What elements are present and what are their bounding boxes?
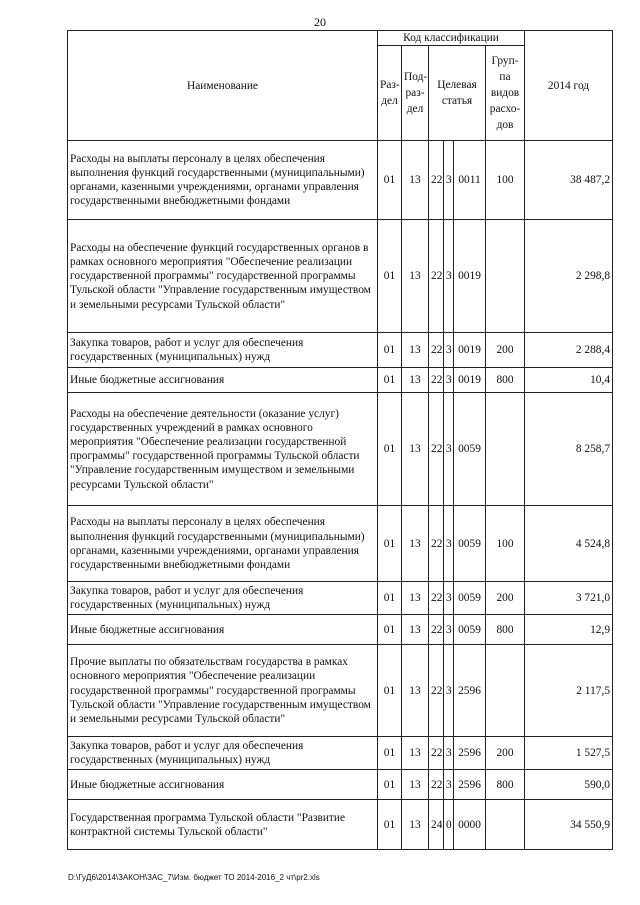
row-group [486, 220, 525, 333]
table-header [68, 31, 613, 141]
row-podrazdel: 13 [402, 220, 429, 333]
row-name: Иные бюджетные ассигнования [68, 770, 378, 800]
table-row [68, 737, 613, 770]
row-name: Расходы на обеспечение деятельности (оказание услуг) государственных учреждений в рамках основного мероприятия "Обеспечение реализации государственной программы" государственной программы Тульской области "Управление государственным имуществом и земельными ресурсами Тульской области" [68, 393, 378, 506]
row-sum: 8 258,7 [525, 393, 613, 506]
row-target-program: 22 [429, 737, 444, 770]
row-razdel: 01 [378, 645, 402, 737]
table-row [68, 220, 613, 333]
row-sum: 1 527,5 [525, 737, 613, 770]
row-group: 100 [486, 141, 525, 220]
row-target-program: 22 [429, 368, 444, 393]
row-target-direction: 0059 [454, 615, 486, 645]
row-group: 200 [486, 582, 525, 615]
row-name: Расходы на выплаты персоналу в целях обеспечения выполнения функций государственными (муниципальными) органами, казенными учреждениями, органами управления государственными внебюджетными фондами [68, 141, 378, 220]
row-razdel: 01 [378, 393, 402, 506]
row-target-program: 22 [429, 645, 444, 737]
row-razdel: 01 [378, 333, 402, 368]
header-year: 2014 год [525, 31, 613, 141]
row-sum: 38 487,2 [525, 141, 613, 220]
row-sum: 12,9 [525, 615, 613, 645]
row-target-program: 22 [429, 615, 444, 645]
row-target-direction: 2596 [454, 770, 486, 800]
row-name: Иные бюджетные ассигнования [68, 368, 378, 393]
row-podrazdel: 13 [402, 800, 429, 850]
row-target-subprogram: 3 [444, 368, 454, 393]
row-target-subprogram: 3 [444, 582, 454, 615]
row-name: Расходы на выплаты персоналу в целях обеспечения выполнения функций государственными (муниципальными) органами, казенными учреждениями, органами управления государственными внебюджетными фондами [68, 506, 378, 582]
row-group: 200 [486, 737, 525, 770]
row-target-direction: 0011 [454, 141, 486, 220]
row-razdel: 01 [378, 506, 402, 582]
row-sum: 2 288,4 [525, 333, 613, 368]
row-group: 800 [486, 615, 525, 645]
header-razdel: Раз- дел [378, 46, 402, 141]
row-podrazdel: 13 [402, 368, 429, 393]
row-target-direction: 0019 [454, 220, 486, 333]
table-row [68, 582, 613, 615]
row-razdel: 01 [378, 141, 402, 220]
row-target-program: 22 [429, 333, 444, 368]
row-target-direction: 2596 [454, 645, 486, 737]
row-target-program: 22 [429, 393, 444, 506]
table-row [68, 615, 613, 645]
page-number: 20 [314, 15, 326, 29]
row-group: 200 [486, 333, 525, 368]
table-row [68, 368, 613, 393]
row-podrazdel: 13 [402, 141, 429, 220]
row-target-direction: 2596 [454, 737, 486, 770]
row-target-direction: 0019 [454, 333, 486, 368]
row-name: Закупка товаров, работ и услуг для обеспечения государственных (муниципальных) нужд [68, 333, 378, 368]
row-group [486, 393, 525, 506]
table-row [68, 393, 613, 506]
row-name: Расходы на обеспечение функций государственных органов в рамках основного мероприятия "Обеспечение реализации государственной программы" государственной программы Тульской области "Управление государственным имуществом и земельными ресурсами Тульской области" [68, 220, 378, 333]
row-target-subprogram: 3 [444, 506, 454, 582]
row-razdel: 01 [378, 615, 402, 645]
row-name: Закупка товаров, работ и услуг для обеспечения государственных (муниципальных) нужд [68, 582, 378, 615]
row-razdel: 01 [378, 800, 402, 850]
row-target-subprogram: 3 [444, 220, 454, 333]
row-group [486, 800, 525, 850]
header-group: Груп- па видов расхо- дов [486, 46, 525, 141]
table-row [68, 141, 613, 220]
row-podrazdel: 13 [402, 393, 429, 506]
row-target-direction: 0059 [454, 393, 486, 506]
row-target-subprogram: 3 [444, 645, 454, 737]
row-sum: 4 524,8 [525, 506, 613, 582]
row-target-subprogram: 0 [444, 800, 454, 850]
row-group: 800 [486, 368, 525, 393]
header-code: Код классификации [378, 31, 525, 46]
row-sum: 10,4 [525, 368, 613, 393]
row-target-subprogram: 3 [444, 393, 454, 506]
budget-table [67, 30, 613, 850]
row-razdel: 01 [378, 770, 402, 800]
row-target-subprogram: 3 [444, 737, 454, 770]
file-path-footer: D:\ГуД6\2014\ЗАКОН\ЗАС_7\Изм. бюджет ТО 2014-2016_2 чт\pr2.xls [68, 873, 320, 882]
row-target-subprogram: 3 [444, 615, 454, 645]
row-sum: 590,0 [525, 770, 613, 800]
table-row [68, 506, 613, 582]
row-razdel: 01 [378, 737, 402, 770]
row-target-direction: 0019 [454, 368, 486, 393]
row-target-subprogram: 3 [444, 333, 454, 368]
table-body [68, 141, 613, 850]
header-podrazdel: Под- раз- дел [402, 46, 429, 141]
row-target-program: 22 [429, 220, 444, 333]
row-group [486, 645, 525, 737]
row-target-direction: 0059 [454, 506, 486, 582]
row-name: Иные бюджетные ассигнования [68, 615, 378, 645]
row-podrazdel: 13 [402, 645, 429, 737]
row-target-direction: 0000 [454, 800, 486, 850]
row-podrazdel: 13 [402, 506, 429, 582]
row-podrazdel: 13 [402, 615, 429, 645]
table-row [68, 645, 613, 737]
header-name: Наименование [68, 31, 378, 141]
row-target-program: 22 [429, 770, 444, 800]
row-sum: 34 550,9 [525, 800, 613, 850]
row-podrazdel: 13 [402, 333, 429, 368]
row-name: Прочие выплаты по обязательствам государства в рамках основного мероприятия "Обеспечение реализации государственной программы" государственной программы Тульской области "Управление государственным имуществом и земельными ресурсами Тульской области" [68, 645, 378, 737]
header-target: Целевая статья [429, 46, 486, 141]
row-name: Государственная программа Тульской области "Развитие контрактной системы Тульской области" [68, 800, 378, 850]
row-podrazdel: 13 [402, 770, 429, 800]
row-target-program: 24 [429, 800, 444, 850]
row-target-subprogram: 3 [444, 141, 454, 220]
row-razdel: 01 [378, 582, 402, 615]
row-sum: 2 298,8 [525, 220, 613, 333]
row-target-subprogram: 3 [444, 770, 454, 800]
row-sum: 2 117,5 [525, 645, 613, 737]
row-razdel: 01 [378, 220, 402, 333]
row-name: Закупка товаров, работ и услуг для обеспечения государственных (муниципальных) нужд [68, 737, 378, 770]
row-target-program: 22 [429, 582, 444, 615]
table-row [68, 770, 613, 800]
row-podrazdel: 13 [402, 737, 429, 770]
row-group: 100 [486, 506, 525, 582]
row-podrazdel: 13 [402, 582, 429, 615]
row-group: 800 [486, 770, 525, 800]
table-row [68, 800, 613, 850]
row-razdel: 01 [378, 368, 402, 393]
row-target-direction: 0059 [454, 582, 486, 615]
row-target-program: 22 [429, 506, 444, 582]
row-target-program: 22 [429, 141, 444, 220]
table-row [68, 333, 613, 368]
row-sum: 3 721,0 [525, 582, 613, 615]
